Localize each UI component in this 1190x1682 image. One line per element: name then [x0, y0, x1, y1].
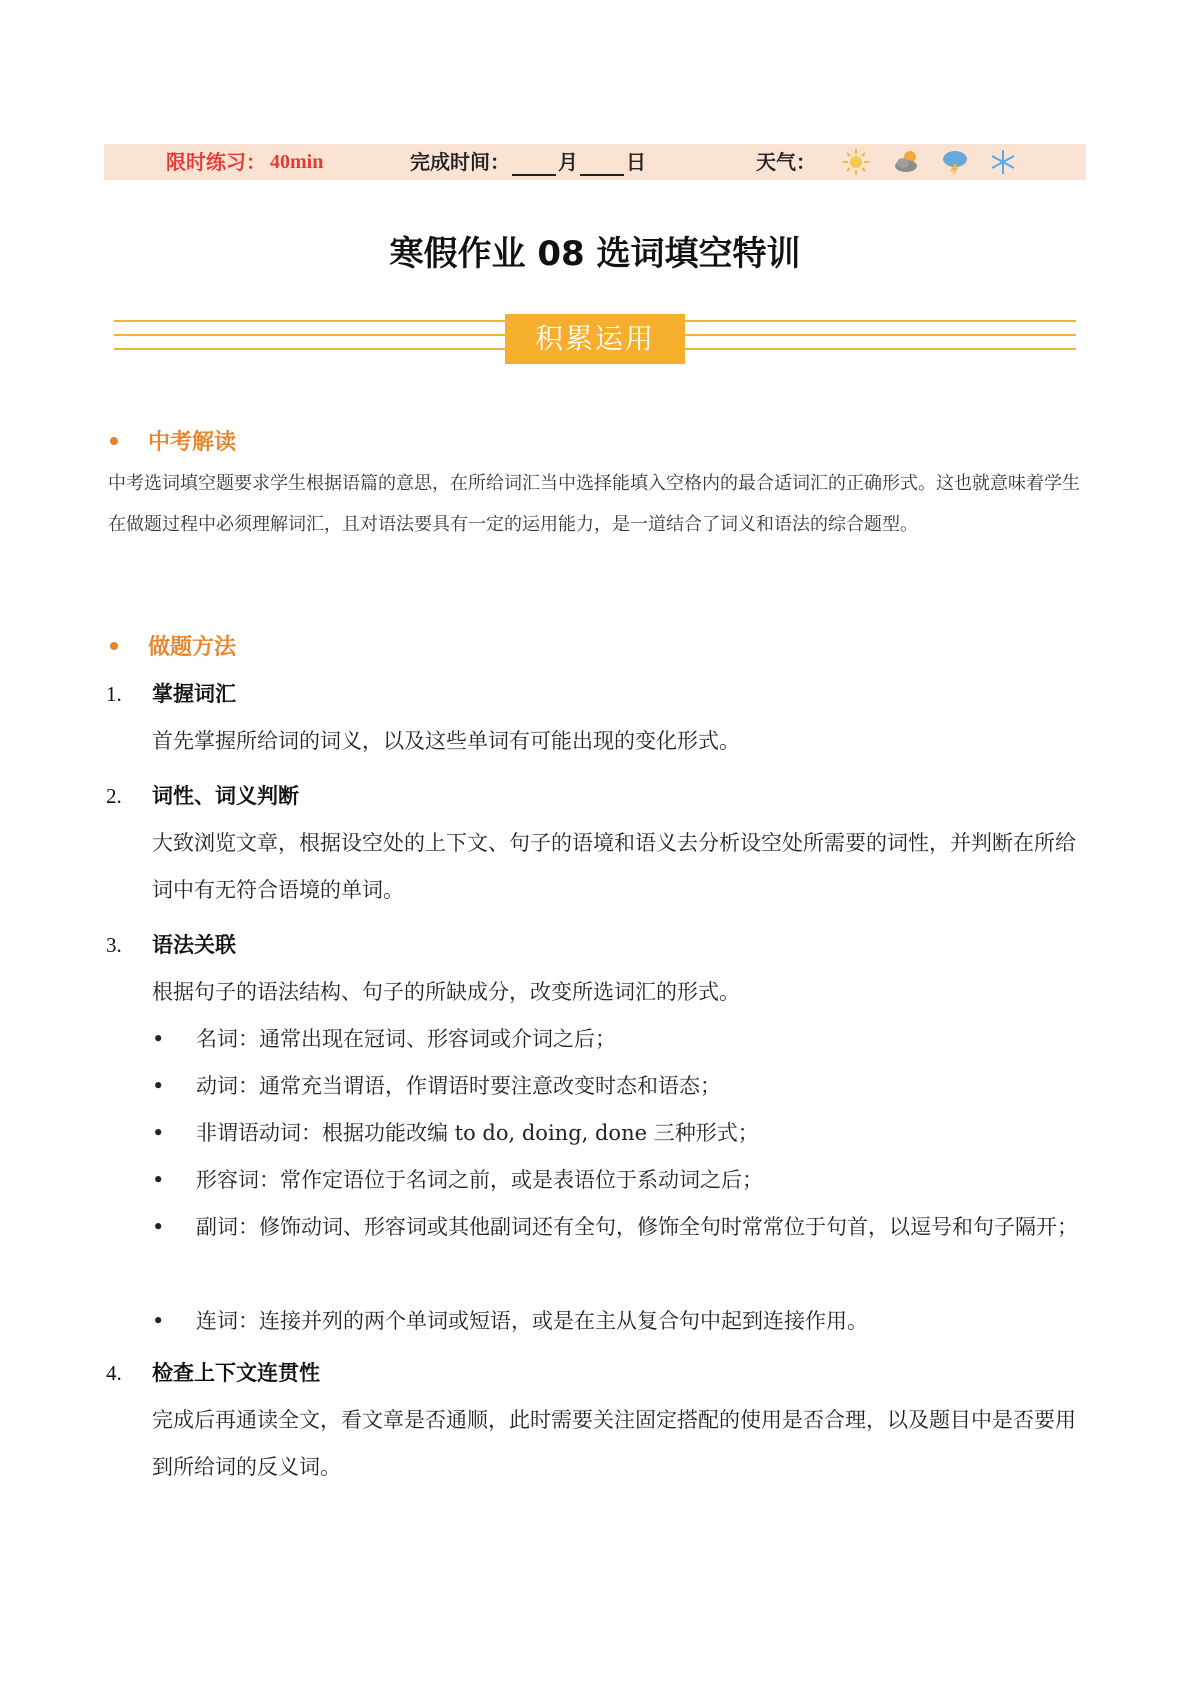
list-item: • 非谓语动词：根据功能改编 to do, doing, done 三种形式；: [152, 1110, 1082, 1157]
month-label: 月: [558, 150, 578, 174]
section-heading-interpretation: [104, 425, 236, 456]
item-title: 检查上下文连贯性: [152, 1361, 320, 1385]
list-item: • 形容词：常作定语位于名词之前，或是表语位于系动词之后；: [152, 1157, 1082, 1204]
completion-time: [410, 144, 646, 180]
list-item: • 动词：通常充当谓语，作谓语时要注意改变时态和语态；: [152, 1063, 1082, 1110]
method-item-4-title: [106, 1357, 320, 1387]
month-blank: [512, 152, 556, 176]
snow-icon: [988, 148, 1018, 176]
storm-icon: [940, 148, 970, 176]
list-item: • 连词：连接并列的两个单词或短语，或是在主从复合句中起到连接作用。: [152, 1298, 1082, 1345]
bullet-dot: [110, 642, 118, 650]
item-number: 3.: [106, 933, 122, 957]
method-item-2-text: 大致浏览文章，根据设空处的上下文、句子的语境和语义去分析设空处所需要的词性，并判断在所给词中有无符合语境的单词。: [152, 831, 1076, 902]
time-limit-label: 限时练习：: [166, 150, 266, 174]
item-number: 1.: [106, 682, 122, 706]
day-blank: [580, 152, 624, 176]
bullet-text: 名词：通常出现在冠词、形容词或介词之后；: [196, 1027, 616, 1051]
method-item-3-title: [106, 929, 236, 959]
item-title: 掌握词汇: [152, 682, 236, 706]
item-number: 2.: [106, 784, 122, 808]
page-title: 寒假作业 08 选词填空特训: [389, 234, 801, 274]
weather-label: 天气：: [756, 150, 816, 174]
method-item-4-text: 完成后再通读全文，看文章是否通顺，此时需要关注固定搭配的使用是否合理，以及题目中是否要用到所给词的反义词。: [152, 1408, 1076, 1479]
item-number: 4.: [106, 1361, 122, 1385]
method-item-3-text: 根据句子的语法结构、句子的所缺成分，改变所选词汇的形式。: [152, 980, 740, 1004]
section-heading-method: [104, 630, 236, 661]
item-title: 语法关联: [152, 933, 236, 957]
banner-label: 积累运用: [505, 314, 685, 364]
bullet-text: 连词：连接并列的两个单词或短语，或是在主从复合句中起到连接作用。: [196, 1309, 868, 1333]
bullet-text: 动词：通常充当谓语，作谓语时要注意改变时态和语态；: [196, 1074, 721, 1098]
section-heading-text: 中考解读: [148, 430, 237, 455]
header-bar: [104, 144, 1086, 180]
section-heading-text: 做题方法: [148, 635, 237, 660]
completion-label: 完成时间：: [410, 150, 510, 174]
item-title: 词性、词义判断: [152, 784, 299, 808]
method-item-1-text: 首先掌握所给词的词义，以及这些单词有可能出现的变化形式。: [152, 729, 740, 753]
bullet-dot: [110, 437, 118, 445]
day-label: 日: [626, 150, 646, 174]
bullet-text: 副词：修饰动词、形容词或其他副词还有全句，修饰全句时常常位于句首，以逗号和句子隔开；: [196, 1215, 1078, 1239]
section1-paragraph: 中考选词填空题要求学生根据语篇的意思，在所给词汇当中选择能填入空格内的最合适词汇的正确形式。这也就意味着学生在做题过程中必须理解词汇，且对语法要具有一定的运用能力，是一道结合了词义和语法的综合题型。: [108, 473, 1080, 535]
time-limit-value: 40min: [270, 151, 324, 173]
list-item: • 副词：修饰动词、形容词或其他副词还有全句，修饰全句时常常位于句首，以逗号和句子隔开；: [152, 1204, 1082, 1251]
bullet-text: 形容词：常作定语位于名词之前，或是表语位于系动词之后；: [196, 1168, 763, 1192]
cloudy-icon: [892, 148, 922, 176]
sun-icon: [841, 148, 871, 176]
method-item-2-title: [106, 780, 299, 810]
bullet-text: 非谓语动词：根据功能改编 to do, doing, done 三种形式；: [196, 1121, 759, 1145]
list-item: • 名词：通常出现在冠词、形容词或介词之后；: [152, 1016, 1082, 1063]
method-item-1-title: [106, 678, 236, 708]
